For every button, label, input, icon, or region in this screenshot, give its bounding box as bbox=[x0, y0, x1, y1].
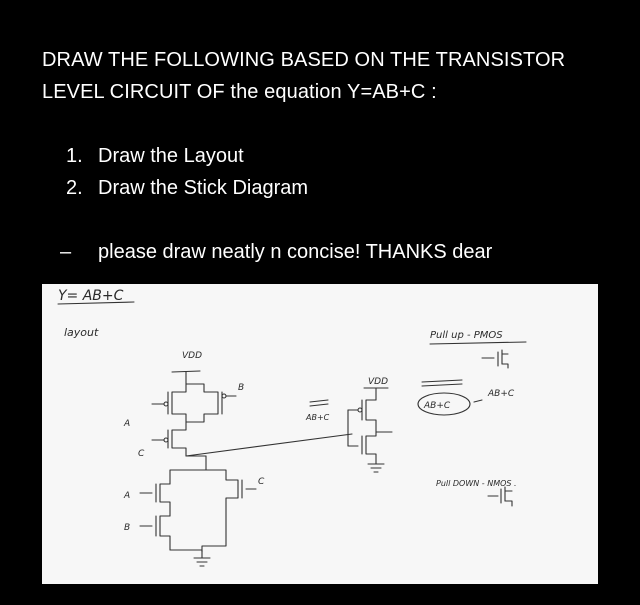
heading-line-2: LEVEL CIRCUIT OF the equation Y=AB+C : bbox=[42, 81, 437, 103]
vdd-left-label: VDD bbox=[182, 351, 203, 361]
note-line bbox=[60, 236, 492, 268]
input-c-bottom-label: C bbox=[258, 477, 265, 487]
equation-label: Y= AB+C bbox=[58, 288, 124, 304]
handwritten-sketch bbox=[42, 284, 598, 584]
input-b-bottom-label: B bbox=[124, 523, 131, 533]
list-item bbox=[66, 172, 308, 204]
list-item bbox=[66, 140, 308, 172]
task-text: Draw the Layout bbox=[98, 145, 244, 167]
task-number: 1. bbox=[66, 145, 83, 167]
input-b-top-label: B bbox=[238, 383, 245, 393]
pull-down-label: Pull DOWN - NMOS . bbox=[436, 479, 517, 488]
pull-up-label: Pull up - PMOS bbox=[430, 330, 503, 341]
task-number: 2. bbox=[66, 177, 83, 199]
task-text: Draw the Stick Diagram bbox=[98, 177, 309, 199]
note-bullet: – bbox=[60, 241, 72, 263]
question-heading bbox=[42, 44, 622, 108]
layout-label: layout bbox=[64, 326, 99, 339]
note-text: please draw neatly n concise! THANKS dear bbox=[98, 241, 493, 263]
input-c-top-label: C bbox=[138, 449, 145, 459]
task-list bbox=[66, 140, 308, 204]
abc-circled-label: AB+C bbox=[424, 401, 451, 411]
input-a-bottom-label: A bbox=[124, 491, 131, 501]
abc-mid-label: AB+C bbox=[306, 413, 330, 422]
heading-line-1: DRAW THE FOLLOWING BASED ON THE TRANSISTOR bbox=[42, 49, 566, 71]
circuit-drawing bbox=[42, 284, 598, 584]
vdd-right-label: VDD bbox=[368, 377, 389, 387]
abc-right-label: AB+C bbox=[488, 389, 515, 399]
input-a-top-label: A bbox=[124, 419, 131, 429]
